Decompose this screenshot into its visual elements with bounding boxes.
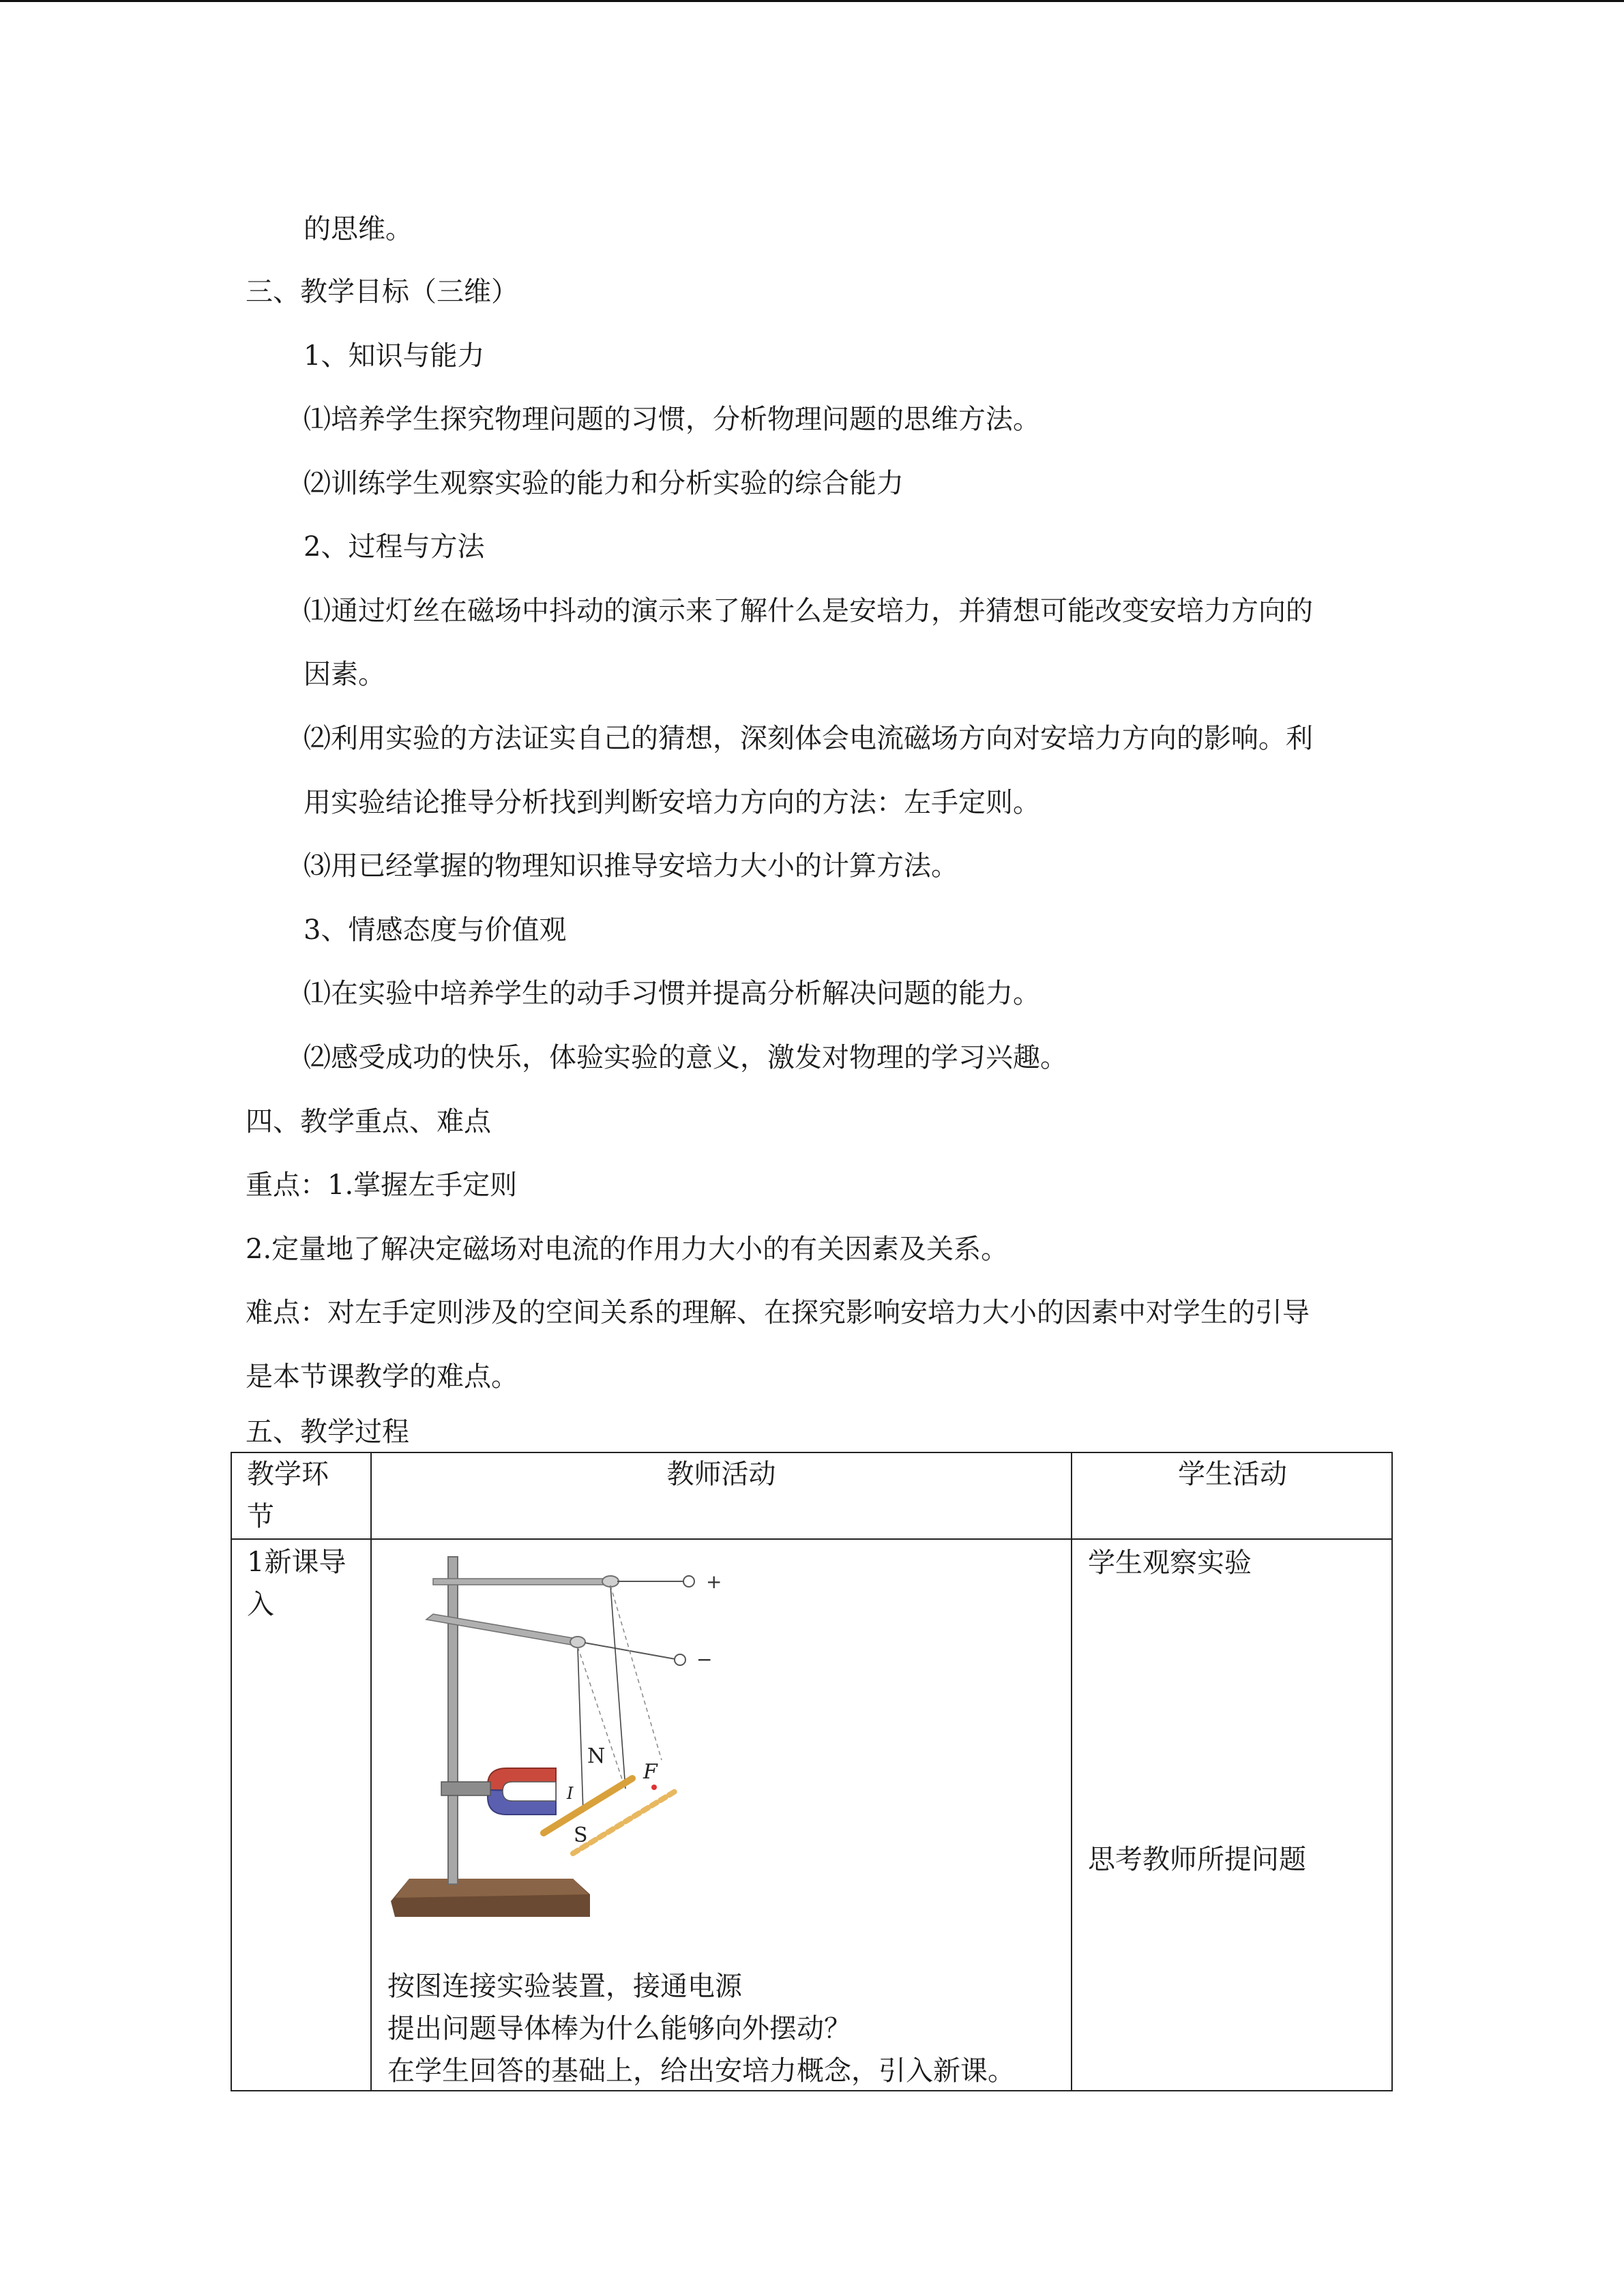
body-line: 重点：1.掌握左手定则 <box>246 1169 518 1201</box>
current-label: I <box>567 1784 574 1803</box>
row-stage-line2: 入 <box>247 1589 274 1620</box>
conductor-rod-deflected <box>573 1790 677 1853</box>
body-line: 因素。 <box>304 659 385 690</box>
header-teacher-activity: 教师活动 <box>666 1459 776 1490</box>
subsection-heading: 3、情感态度与价值观 <box>304 914 567 946</box>
body-line: ⑶用已经掌握的物理知识推导安培力大小的计算方法。 <box>304 850 958 882</box>
apparatus-illustration <box>385 1543 740 1932</box>
teacher-activity-line: 按图连接实验装置，接通电源 <box>387 1971 742 2002</box>
table-header-divider <box>232 1538 1391 1540</box>
south-label: S <box>574 1823 588 1847</box>
student-activity-line: 学生观察实验 <box>1088 1547 1252 1579</box>
north-label: N <box>587 1744 606 1768</box>
top-border <box>0 0 1624 2</box>
body-line: 用实验结论推导分析找到判断安培力方向的方法：左手定则。 <box>304 787 1040 818</box>
section-heading: 三、教学目标（三维） <box>246 276 518 308</box>
table-column-divider <box>370 1453 372 2090</box>
section-heading: 五、教学过程 <box>246 1416 409 1448</box>
teacher-activity-line: 在学生回答的基础上，给出安培力概念，引入新课。 <box>387 2055 1015 2087</box>
body-line: 2.定量地了解决定磁场对电流的作用力大小的有关因素及关系。 <box>246 1234 1009 1265</box>
body-line: 的思维。 <box>304 213 413 245</box>
header-stage-line2: 节 <box>247 1501 274 1532</box>
body-line: ⑵感受成功的快乐，体验实验的意义，激发对物理的学习兴趣。 <box>304 1042 1067 1073</box>
positive-label: + <box>706 1570 722 1593</box>
body-line: ⑴在实验中培养学生的动手习惯并提高分析解决问题的能力。 <box>304 978 1040 1009</box>
teaching-process-table <box>231 1452 1393 2091</box>
body-line: 难点：对左手定则涉及的空间关系的理解、在探究影响安培力大小的因素中对学生的引导 <box>246 1297 1310 1328</box>
body-line: ⑵利用实验的方法证实自己的猜想，深刻体会电流磁场方向对安培力方向的影响。利 <box>304 723 1313 754</box>
ampere-force-apparatus-figure <box>385 1543 740 1932</box>
body-line: ⑵训练学生观察实验的能力和分析实验的综合能力 <box>304 468 904 499</box>
magnet-clamp <box>441 1782 490 1795</box>
section-heading: 四、教学重点、难点 <box>246 1106 491 1137</box>
header-stage-line1: 教学环 <box>247 1459 329 1490</box>
negative-label: − <box>696 1648 713 1671</box>
student-activity-line: 思考教师所提问题 <box>1088 1844 1306 1875</box>
body-line: ⑴通过灯丝在磁场中抖动的演示来了解什么是安培力，并猜想可能改变安培力方向的 <box>304 595 1313 627</box>
body-line: ⑴培养学生探究物理问题的习惯，分析物理问题的思维方法。 <box>304 404 1040 435</box>
force-label: F <box>643 1760 658 1784</box>
positive-terminal <box>683 1576 694 1587</box>
table-column-divider <box>1071 1453 1072 2090</box>
body-line: 是本节课教学的难点。 <box>246 1361 518 1392</box>
negative-terminal <box>675 1654 685 1665</box>
subsection-heading: 1、知识与能力 <box>304 340 485 372</box>
subsection-heading: 2、过程与方法 <box>304 531 485 563</box>
upper-clamp-arm <box>433 1579 610 1585</box>
row-stage-line1: 1新课导 <box>247 1547 346 1578</box>
header-student-activity: 学生活动 <box>1178 1459 1287 1490</box>
teacher-activity-line: 提出问题导体棒为什么能够向外摆动？ <box>387 2013 851 2044</box>
stand-pole <box>448 1557 458 1884</box>
